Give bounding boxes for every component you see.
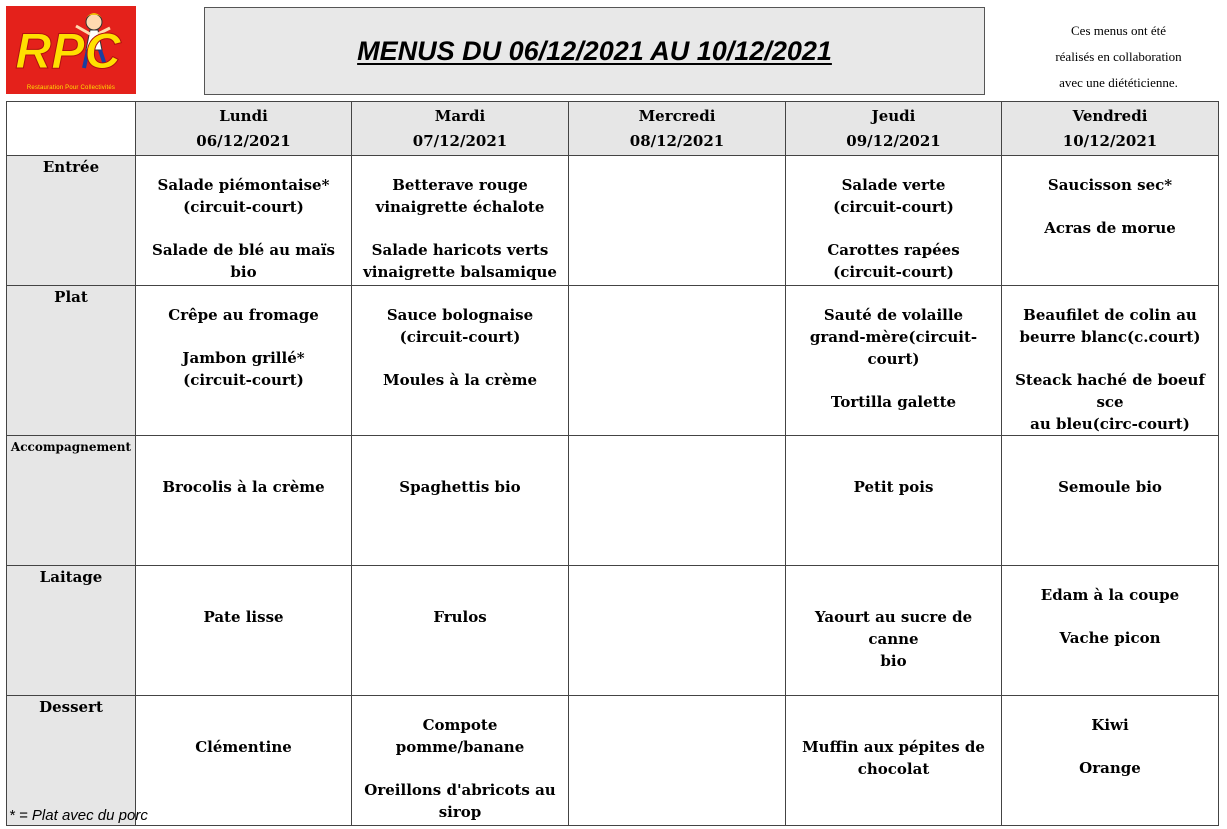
dish-line: Salade piémontaise*	[157, 176, 330, 194]
menu-row	[7, 566, 1219, 696]
menu-cell	[569, 566, 786, 696]
menu-cell	[569, 156, 786, 286]
dish-line: (circuit-court)	[183, 198, 304, 216]
dish-line: Kiwi	[1091, 716, 1129, 734]
corner-cell	[7, 102, 136, 156]
row-label: Dessert	[7, 696, 136, 826]
day-header	[136, 102, 352, 156]
line-gap	[140, 218, 347, 239]
menu-cell	[136, 436, 352, 566]
dish-line: Betterave rouge	[392, 176, 528, 194]
rpc-logo	[6, 6, 136, 94]
row-label: Laitage	[7, 566, 136, 696]
day-date: 06/12/2021	[196, 132, 291, 150]
dish-line: vinaigrette balsamique	[363, 263, 557, 281]
dish-line: Brocolis à la crème	[162, 478, 325, 496]
line-gap	[356, 218, 564, 239]
day-date: 10/12/2021	[1062, 132, 1158, 150]
line-gap	[790, 370, 997, 391]
menu-cell	[1002, 566, 1219, 696]
row-label: Entrée	[7, 156, 136, 286]
dish-line: Orange	[1079, 759, 1141, 777]
menu-cell	[1002, 156, 1219, 286]
menu-cell	[569, 696, 786, 826]
note-line: avec une diététicienne.	[1059, 75, 1178, 90]
dish-line: Salade verte	[841, 176, 946, 194]
menu-cell	[352, 156, 569, 286]
note-line: réalisés en collaboration	[1055, 49, 1182, 64]
day-name: Mardi	[434, 107, 486, 125]
dish-line: Pate lisse	[203, 608, 284, 626]
dish-line: (circuit-court)	[833, 198, 954, 216]
dish-line: Acras de morue	[1044, 219, 1176, 237]
menu-cell	[786, 566, 1002, 696]
dish-line: Saucisson sec*	[1047, 176, 1173, 194]
menu-cell	[786, 286, 1002, 436]
dish-line: Oreillons d'abricots au	[364, 781, 556, 799]
dish-line: au bleu(circ-court)	[1030, 415, 1190, 433]
menu-cell	[136, 566, 352, 696]
line-gap	[1006, 736, 1214, 757]
line-gap	[1006, 606, 1214, 627]
dish-line: grand-mère(circuit-court)	[809, 328, 978, 368]
day-date: 09/12/2021	[846, 132, 941, 150]
day-header	[569, 102, 786, 156]
line-gap	[1006, 348, 1214, 369]
dish-line: Jambon grillé*	[182, 349, 305, 367]
line-gap	[140, 326, 347, 347]
logo-subtitle: Restauration Pour Collectivités	[26, 85, 116, 91]
dish-line: Spaghettis bio	[399, 478, 521, 496]
menu-cell	[1002, 696, 1219, 826]
menu-cell	[786, 436, 1002, 566]
menu-row	[7, 156, 1219, 286]
menu-cell	[352, 696, 569, 826]
dish-line: Salade haricots verts	[371, 241, 549, 259]
logo-text: RPC	[15, 23, 121, 79]
dish-line: Compote pomme/banane	[395, 716, 525, 756]
line-gap	[790, 218, 997, 239]
dish-line: Clémentine	[195, 738, 292, 756]
menu-cell	[136, 286, 352, 436]
menu-cell	[786, 156, 1002, 286]
dish-line: Yaourt au sucre de canne	[814, 608, 973, 648]
day-header	[1002, 102, 1219, 156]
dish-line: Edam à la coupe	[1040, 586, 1180, 604]
pork-legend: * = Plat avec du porc	[9, 807, 148, 824]
dish-line: Carottes rapées	[827, 241, 960, 259]
dish-line: (circuit-court)	[399, 328, 521, 346]
dish-line: vinaigrette échalote	[375, 198, 545, 216]
page-title: MENUS DU 06/12/2021 AU 10/12/2021	[357, 35, 832, 66]
line-gap	[356, 348, 564, 369]
menu-cell	[1002, 436, 1219, 566]
day-name: Vendredi	[1072, 107, 1148, 125]
day-name: Mercredi	[638, 107, 716, 125]
note-line: Ces menus ont été	[1071, 23, 1166, 38]
dish-line: chocolat	[857, 760, 930, 778]
rpc-logo-icon	[6, 6, 136, 94]
header-row	[7, 102, 1219, 156]
title-box	[204, 7, 985, 95]
dish-line: bio	[880, 652, 907, 670]
day-name: Jeudi	[871, 107, 916, 125]
dish-line: (circuit-court)	[183, 371, 304, 389]
dish-line: Semoule bio	[1058, 478, 1162, 496]
menu-cell	[352, 436, 569, 566]
dish-line: Sauce bolognaise	[386, 306, 534, 324]
dietitian-note	[1015, 18, 1222, 96]
day-date: 07/12/2021	[412, 132, 508, 150]
menu-cell	[569, 286, 786, 436]
dish-line: (circuit-court)	[833, 263, 954, 281]
menu-cell	[786, 696, 1002, 826]
dish-line: Petit pois	[853, 478, 934, 496]
dish-line: beurre blanc(c.court)	[1019, 328, 1201, 346]
menu-row	[7, 696, 1219, 826]
menu-cell	[1002, 286, 1219, 436]
menu-cell	[136, 156, 352, 286]
dish-line: Steack haché de boeuf sce	[1015, 371, 1205, 411]
day-header	[786, 102, 1002, 156]
menu-table	[6, 101, 1219, 826]
dish-line: Moules à la crème	[383, 371, 537, 389]
dish-line: Tortilla galette	[830, 393, 957, 411]
day-header	[352, 102, 569, 156]
dish-line: Sauté de volaille	[823, 306, 964, 324]
dish-line: Beaufilet de colin au	[1023, 306, 1197, 324]
dish-line: Muffin aux pépites de	[802, 738, 985, 756]
menu-cell	[352, 286, 569, 436]
day-name: Lundi	[219, 107, 268, 125]
dish-line: Frulos	[433, 608, 487, 626]
dish-line: Vache picon	[1059, 629, 1161, 647]
row-label: Accompagnement	[7, 436, 136, 566]
menu-cell	[352, 566, 569, 696]
menu-row	[7, 286, 1219, 436]
dish-line: Crêpe au fromage	[168, 306, 319, 324]
menu-cell	[136, 696, 352, 826]
dish-line: sirop	[438, 803, 482, 821]
day-date: 08/12/2021	[629, 132, 725, 150]
menu-cell	[569, 436, 786, 566]
dish-line: Salade de blé au maïs bio	[151, 241, 335, 281]
menu-row	[7, 436, 1219, 566]
line-gap	[1006, 196, 1214, 217]
row-label: Plat	[7, 286, 136, 436]
line-gap	[356, 758, 564, 779]
